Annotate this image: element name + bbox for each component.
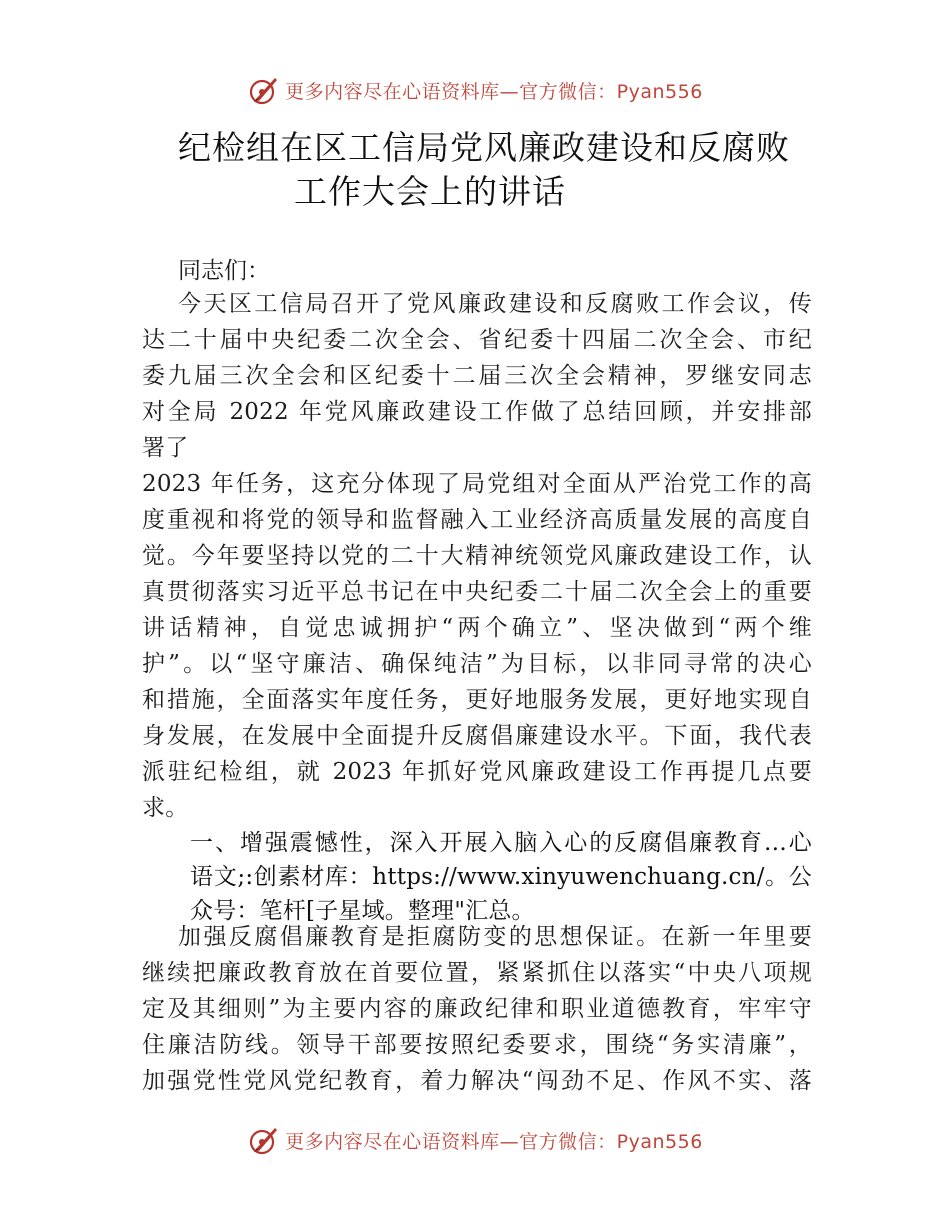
text-line: 今天区工信局召开了党风廉政建设和反腐败工作会议，传 bbox=[178, 291, 812, 317]
paragraph-1 bbox=[142, 286, 812, 826]
document-title-line-2: 工作大会上的讲话 bbox=[294, 172, 566, 211]
header-banner bbox=[0, 70, 950, 110]
text-line: 派驻纪检组，就 2023 年抓好党风廉政建设工作再提几点要 bbox=[142, 759, 812, 785]
text-line: 讲话精神，自觉忠诚拥护“两个确立”、坚决做到“两个维 bbox=[142, 615, 812, 641]
banner-text: 更多内容尽在心语资料库—官方微信：Pyan556 bbox=[285, 1130, 703, 1153]
quill-pen-logo-icon bbox=[247, 1123, 281, 1157]
text-line: 定及其细则”为主要内容的廉政纪律和职业道德教育，牢牢守 bbox=[142, 996, 812, 1022]
text-line: 求。 bbox=[142, 795, 189, 821]
footer-banner bbox=[0, 1120, 950, 1160]
text-line: 加强党性党风党纪教育，着力解决“闯劲不足、作风不实、落 bbox=[142, 1068, 812, 1094]
document-title-line-1: 纪检组在区工信局党风廉政建设和反腐败 bbox=[178, 128, 790, 167]
section-heading-1 bbox=[190, 826, 812, 928]
heading-line: 众号：笔杆[子星域。整理"汇总。 bbox=[190, 898, 535, 924]
text-line: 真贯彻落实习近平总书记在中央纪委二十届二次全会上的重要 bbox=[142, 579, 812, 605]
text-line: 对全局 2022 年党风廉政建设工作做了总结回顾，并安排部 bbox=[142, 399, 812, 425]
text-line: 署了 bbox=[142, 435, 189, 461]
text-line: 继续把廉政教育放在首要位置，紧紧抓住以落实“中央八项规 bbox=[142, 960, 812, 986]
text-line: 觉。今年要坚持以党的二十大精神统领党风廉政建设工作，认 bbox=[142, 543, 812, 569]
heading-line: 一、增强震憾性，深入开展入脑入心的反腐倡廉教育…心 bbox=[190, 830, 812, 856]
text-line: 身发展，在发展中全面提升反腐倡廉建设水平。下面，我代表 bbox=[142, 723, 812, 749]
text-line: 达二十届中央纪委二次全会、省纪委十四届二次全会、市纪 bbox=[142, 327, 812, 353]
paragraph-2 bbox=[142, 919, 812, 1099]
text-line: 护”。以“坚守廉洁、确保纯洁”为目标，以非同寻常的决心 bbox=[142, 651, 812, 677]
heading-line: 语文;:创素材库：https://www.xinyuwenchuang.cn/。公 bbox=[190, 864, 812, 890]
quill-pen-logo-icon bbox=[247, 73, 281, 107]
salutation: 同志们： bbox=[178, 258, 270, 284]
banner-text: 更多内容尽在心语资料库—官方微信：Pyan556 bbox=[285, 80, 703, 103]
text-line: 委九届三次全会和区纪委十二届三次全会精神，罗继安同志 bbox=[142, 363, 812, 389]
text-line: 2023 年任务，这充分体现了局党组对全面从严治党工作的高 bbox=[142, 471, 812, 497]
text-line: 和措施，全面落实年度任务，更好地服务发展，更好地实现自 bbox=[142, 687, 812, 713]
text-line: 度重视和将党的领导和监督融入工业经济高质量发展的高度自 bbox=[142, 507, 812, 533]
text-line: 加强反腐倡廉教育是拒腐防变的思想保证。在新一年里要 bbox=[178, 924, 812, 950]
text-line: 住廉洁防线。领导干部要按照纪委要求，围绕“务实清廉”， bbox=[142, 1032, 812, 1058]
